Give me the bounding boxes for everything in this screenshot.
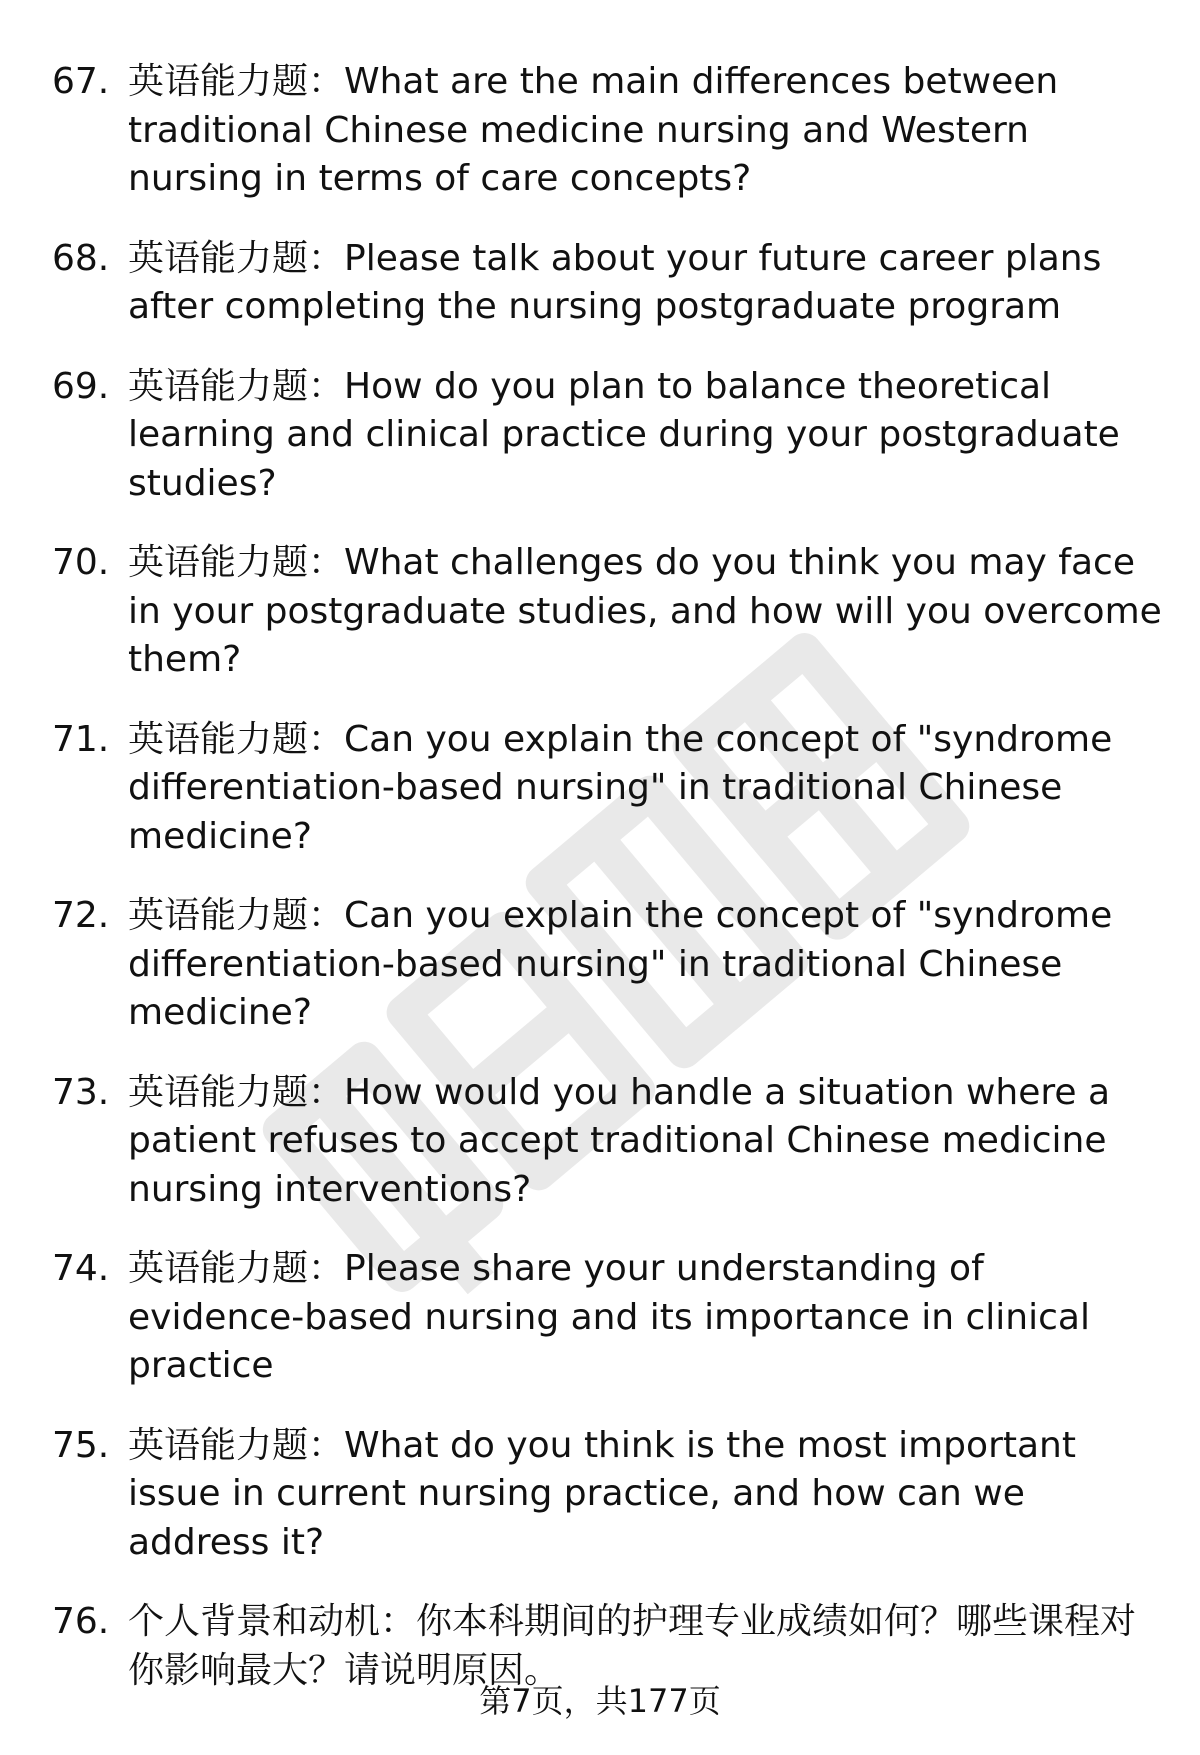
question-number: 72. <box>52 895 110 936</box>
question-text: 英语能力题：What are the main differences between traditional Chinese medicine nursing and Western nursing in terms of care concepts? <box>128 61 1059 199</box>
question-text: 英语能力题：How would you handle a situation where a patient refuses to accept traditional Chinese medicine nursing interventions? <box>128 1071 1111 1210</box>
question-item-67 <box>52 58 1162 204</box>
question-text: 英语能力题：Please share your understanding of evidence-based nursing and its importance in clinical practice <box>128 1248 1090 1386</box>
question-text: 个人背景和动机：你本科期间的护理专业成绩如何？哪些课程对你影响最大？请说明原因。 <box>128 1601 1137 1691</box>
page-number-footer: 第7页，共177页 <box>479 1682 721 1720</box>
question-text: 英语能力题：Can you explain the concept of "syndrome differentiation-based nursing" in traditional Chinese medicine? <box>128 718 1113 857</box>
question-text: 英语能力题：What challenges do you think you may face in your postgraduate studies, and how will you overcome them? <box>128 542 1162 680</box>
question-number: 73. <box>52 1071 110 1113</box>
question-number: 76. <box>52 1601 110 1642</box>
question-number: 75. <box>52 1424 110 1466</box>
question-item-74 <box>52 1245 1162 1391</box>
question-item-73 <box>52 1069 1162 1215</box>
question-text: 英语能力题：What do you think is the most important issue in current nursing practice, and how can we address it? <box>128 1424 1076 1563</box>
question-item-68 <box>52 235 1162 332</box>
question-list <box>52 58 1162 1726</box>
question-item-71 <box>52 716 1162 862</box>
question-item-69 <box>52 363 1162 509</box>
question-number: 68. <box>52 237 110 279</box>
question-text: 英语能力题：Can you explain the concept of "syndrome differentiation-based nursing" in traditional Chinese medicine? <box>128 895 1113 1033</box>
question-text: 英语能力题：How do you plan to balance theoretical learning and clinical practice during your postgraduate studies? <box>128 365 1120 504</box>
question-number: 67. <box>52 61 110 102</box>
question-number: 69. <box>52 365 110 407</box>
question-item-70 <box>52 539 1162 685</box>
question-number: 70. <box>52 542 110 583</box>
question-number: 71. <box>52 718 110 760</box>
question-item-72 <box>52 892 1162 1038</box>
question-number: 74. <box>52 1248 110 1289</box>
question-text: 英语能力题：Please talk about your future career plans after completing the nursing postgraduate program <box>128 237 1102 327</box>
question-item-75 <box>52 1422 1162 1568</box>
